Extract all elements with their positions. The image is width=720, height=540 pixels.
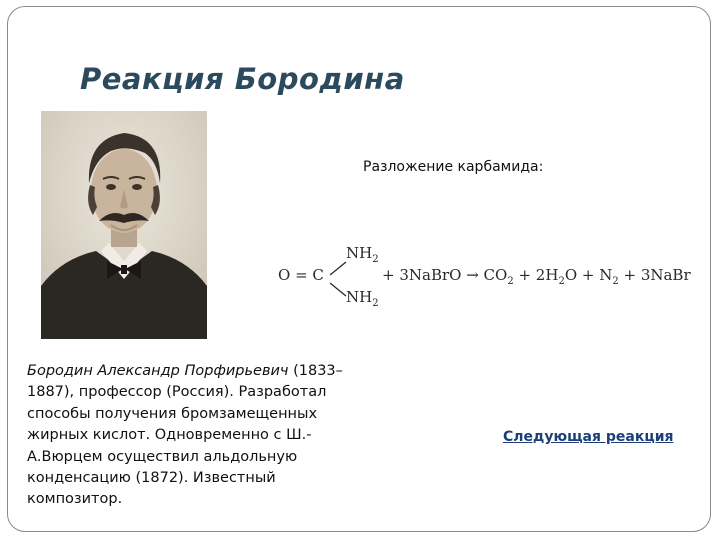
equation-carbonyl: O = C: [278, 266, 324, 284]
biography-caption: [27, 361, 367, 511]
next-reaction-link[interactable]: Следующая реакция: [503, 429, 674, 445]
slide-title: Реакция Бородина: [80, 62, 405, 96]
equation-products: + 3NaBrO → $CO_2 + 2H_2O + N_2$ + 3NaBr: [382, 266, 691, 287]
reaction-subtitle: Разложение карбамида:: [363, 159, 544, 175]
portrait-photo: [41, 111, 207, 339]
amine-bottom: $NH_2$: [346, 288, 379, 309]
biography-text: (1833–1887), профессор (Россия). Разработал способы получения бромзамещенных жирных кислот. Одновременно с Ш.-А.Вюрцем осуществил альдольную конденсацию (1872). Известный композитор.: [27, 363, 343, 508]
scientist-name: Бородин Александр Порфирьевич: [27, 363, 289, 379]
reaction-equation: [278, 242, 718, 312]
amine-top: $NH_2$: [346, 244, 379, 265]
